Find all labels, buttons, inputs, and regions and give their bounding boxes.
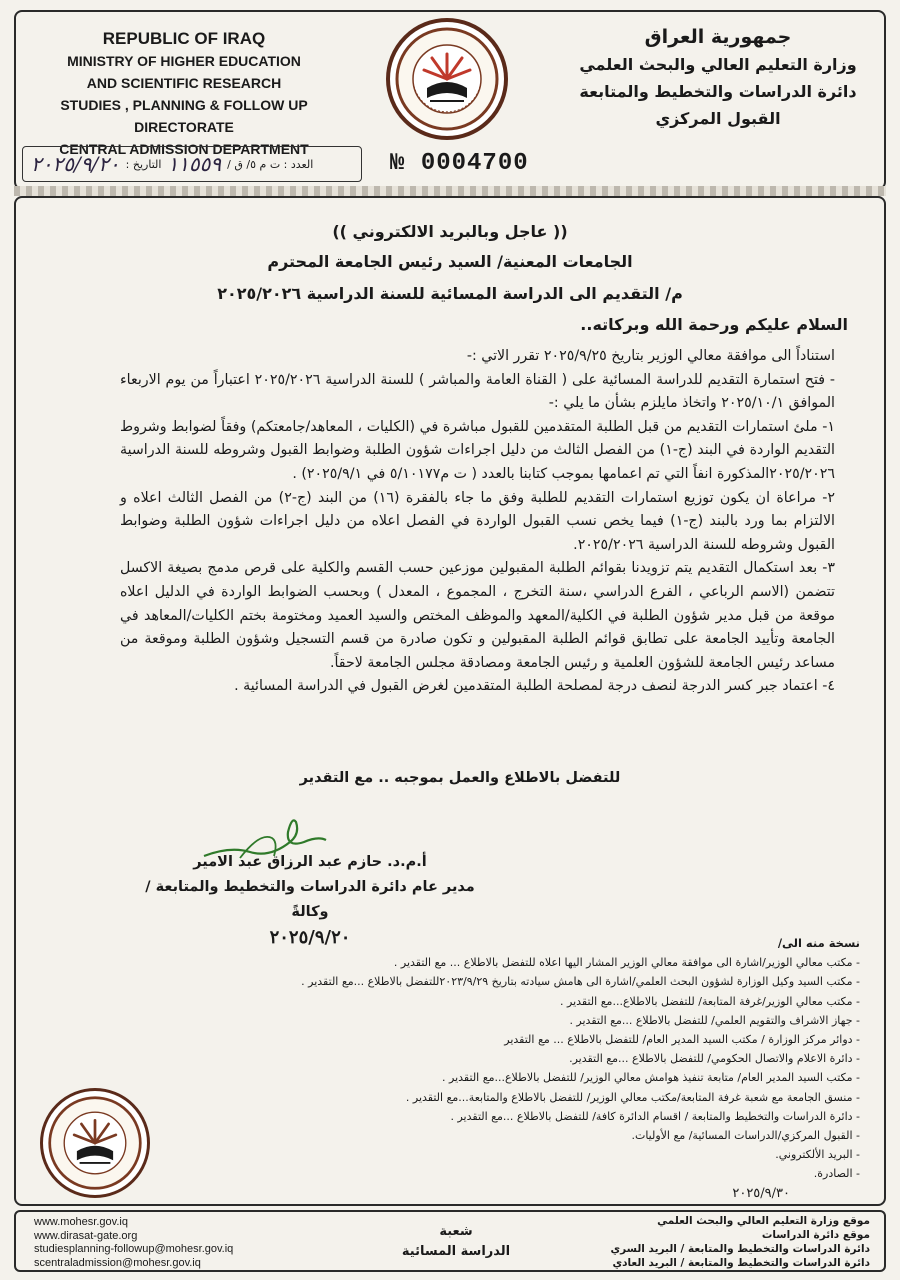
body-paragraph: - فتح استمارة التقديم للدراسة المسائية على ( القناة العامة والمباشر ) للسنة الدراسية ٢٠٢٥/٢٠٢٦ اعتباراً من يوم الاربعاء الموافق ٢٠٢٥/١٠/١ واتخاذ مايلزم بشأن ما يلي :-: [120, 371, 835, 412]
greeting: السلام عليكم ورحمة الله وبركاته..: [580, 315, 848, 334]
section-line: الدراسة المسائية: [401, 1244, 511, 1259]
body-paragraph: ٣- بعد استكمال التقديم يتم تزويدنا بقوائم الطلبة المقبولين موزعين حسب القسم والكلية على قرص مدمج بصيغة الاكسل تتضمن (الاسم الرباعي ، الفرع الدراسي ،سنة التخرج ، المجموع ، المعدل ) وبحسب الضوابط الواردة في الدليل اعلاه موقعة من قبل مدير شؤون الطلبة في الكلية/المعهد والموظف المختص والسيد العميد ومختومة بختم الكليات/المعاهد في الجامعة وتأييد الجامعة على تطابق قوائم الطلبة المقبولين و تكون صادرة من قسم التسجيل وشؤون الطلبة وموقعة من مساعد رئيس الجامعة للشؤون العلمية و رئيس الجامعة ومصادقة مجلس الجامعة لاحقاً.: [120, 560, 835, 671]
addressee: الجامعات المعنية/ السيد رئيس الجامعة المحترم: [267, 252, 633, 271]
en-line: AND SCIENTIFIC RESEARCH: [86, 75, 282, 91]
ministry-seal-icon: [40, 1088, 150, 1198]
en-line: CENTRAL ADMISSION DEPARTMENT: [59, 141, 309, 157]
footer-section: [396, 1222, 516, 1262]
footer: [14, 1210, 886, 1272]
signatory-name: أ.م.د. حازم عبد الرزاق عبد الامير: [193, 854, 427, 870]
list-item: - مكتب السيد المدير العام/ متابعة تنفيذ هوامش معالي الوزير/ للتفضل بالاطلاع...مع التقدير .: [442, 1071, 860, 1085]
en-line: REPUBLIC OF IRAQ: [102, 29, 266, 48]
decorative-band: [14, 186, 886, 196]
closing-line: للتفضل بالاطلاع والعمل بموجبه .. مع التقدير: [299, 770, 621, 786]
copies-date-stamp: ٢٠٢٥/٩/٣٠: [732, 1185, 790, 1201]
list-item: - مكتب السيد وكيل الوزارة لشؤون البحث العلمي/اشارة الى هامش سيادته بتاريخ ٢٠٢٣/٩/٢٩للتفضل بالاطلاع ...مع التقدير .: [301, 975, 860, 989]
reference-box: [22, 146, 362, 182]
ar-line: القبول المركزي: [655, 109, 781, 128]
list-item: - دائرة الدراسات والتخطيط والمتابعة / اقسام الدائرة كافة/ للتفضل بالاطلاع ...مع التقدير .: [450, 1109, 860, 1123]
footer-link[interactable]: studiesplanning-followup@mohesr.gov.iq: [34, 1243, 234, 1255]
en-line: MINISTRY OF HIGHER EDUCATION: [67, 53, 301, 69]
signatory-title: مدير عام دائرة الدراسات والتخطيط والمتابعة / وكالةً: [145, 879, 475, 920]
subject-line: م/ التقديم الى الدراسة المسائية للسنة الدراسية ٢٠٢٥/٢٠٢٦: [217, 284, 683, 303]
copies-list: [40, 934, 860, 1203]
list-item: - دائرة الاعلام والاتصال الحكومي/ للتفضل بالاطلاع ...مع التقدير.: [569, 1052, 860, 1066]
list-item: - دوائر مركز الوزارة / مكتب السيد المدير العام/ للتفضل بالاطلاع ... مع التقدير: [504, 1033, 860, 1047]
body-paragraph: ١- ملئ استمارات التقديم من قبل الطلبة المتقدمين للقبول مباشرة في (الكليات ، المعاهد/جامعتكم) وفقاً لضوابط وشروط التقديم الواردة في البند (ج-١) من الفصل الثالث من دليل اجراءات شؤون الطلبة وضوابط القبول وشروطه للسنة الدراسية ٢٠٢٥/٢٠٢٦المذكورة انفاً التي تم اعمامها بموجب كتابنا بالعدد ( ت م٥/١٠١٧٧ في ٢٠٢٥/٩/١) .: [120, 418, 835, 482]
list-item: - مكتب معالي الوزير/اشارة الى موافقة معالي الوزير المشار اليها اعلاه للتفضل بالاطلاع ... مع التقدير .: [393, 956, 860, 970]
footer-link[interactable]: www.mohesr.gov.iq: [34, 1216, 128, 1228]
serial-number: [390, 150, 529, 177]
urgent-marker: (( عاجل وبالبريد الالكتروني )): [332, 222, 568, 241]
signatory-date: ٢٠٢٥/٩/٢٠: [269, 927, 351, 948]
footer-label: موقع دائرة الدراسات: [761, 1229, 870, 1241]
date-value: ٢٠٢٥/٩/٢٠: [31, 152, 120, 176]
ar-line: دائرة الدراسات والتخطيط والمتابعة: [579, 82, 857, 101]
arabic-letterhead: [568, 24, 868, 132]
body-paragraph: ٢- مراعاة ان يكون توزيع استمارات التقديم للطلبة وفق ما جاء بالفقرة (١٦) من البند (ج-٢) من الفصل الثالث اعلاه و الالتزام بما ورد بالبند (ج-١) فيما يخص نسب القبول الواردة في الفصل اعلاه من دليل اجراءات شؤون الطلبة وضوابط القبول وشروطه للسنة الدراسية ٢٠٢٥/٢٠٢٦.: [120, 489, 836, 553]
ar-line: وزارة التعليم العالي والبحث العلمي: [579, 55, 857, 74]
list-item: - مكتب معالي الوزير/غرفة المتابعة/ للتفضل بالاطلاع...مع التقدير .: [560, 994, 860, 1008]
body-paragraph: استناداً الى موافقة معالي الوزير بتاريخ ٢٠٢٥/٩/٢٥ تقرر الاتي :-: [466, 348, 835, 364]
list-item: - منسق الجامعة مع شعبة غرفة المتابعة/مكتب معالي الوزير/ للتفضل بالاطلاع والمتابعة...مع التقدير .: [405, 1090, 860, 1104]
section-line: شعبة: [439, 1224, 473, 1239]
copies-heading: نسخة منه الى/: [777, 936, 860, 950]
footer-label: دائرة الدراسات والتخطيط والمتابعة / البريد السري: [610, 1243, 870, 1255]
english-letterhead: [24, 28, 344, 160]
footer-link[interactable]: www.dirasat-gate.org: [34, 1229, 138, 1242]
reference-number: ١١٥٥٩: [167, 152, 222, 176]
footer-labels: [610, 1214, 870, 1270]
reference-label: العدد : ت م ٥/ ق /: [227, 157, 314, 171]
serial-label: №: [390, 150, 406, 177]
date-label: التاريخ :: [125, 157, 162, 171]
list-item: - الصادرة.: [813, 1167, 860, 1181]
en-line: STUDIES , PLANNING & FOLLOW UP DIRECTORATE: [60, 97, 308, 135]
body-paragraph: ٤- اعتماد جبر كسر الدرجة لنصف درجة لمصلحة الطلبة المتقدمين لغرض القبول في الدراسة المسائية .: [234, 678, 835, 695]
list-item: - جهاز الاشراف والتقويم العلمي/ للتفضل بالاطلاع ...مع التقدير .: [569, 1013, 860, 1027]
footer-link[interactable]: scentraladmission@mohesr.gov.iq: [34, 1256, 201, 1269]
list-item: - البريد الألكتروني.: [775, 1148, 860, 1162]
footer-label: دائرة الدراسات والتخطيط والمتابعة / البريد العادي: [612, 1257, 870, 1269]
footer-label: موقع وزارة التعليم العالي والبحث العلمي: [657, 1215, 870, 1227]
letter-body: [120, 345, 835, 699]
list-item: - القبول المركزي/الدراسات المسائية/ مع الأوليات.: [631, 1129, 860, 1143]
footer-contacts: [34, 1216, 233, 1270]
serial-value: 0004700: [420, 150, 529, 177]
ar-line: جمهورية العراق: [644, 26, 792, 48]
ministry-logo-icon: [386, 18, 508, 140]
